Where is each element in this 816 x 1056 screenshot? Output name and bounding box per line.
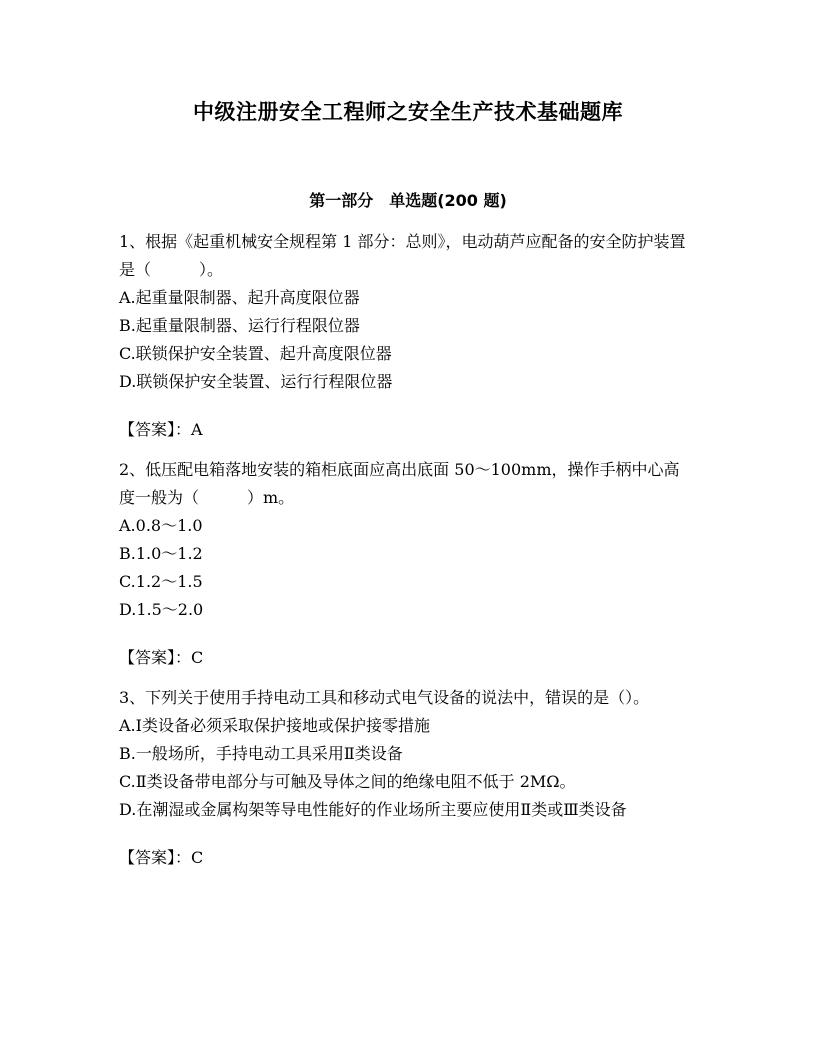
option-c: C.联锁保护安全装置、起升高度限位器 [119,344,392,363]
option-c: C.Ⅱ类设备带电部分与可触及导体之间的绝缘电阻不低于 2MΩ。 [119,772,576,791]
question-text: 1、根据《起重机械安全规程第 1 部分：总则》，电动葫芦应配备的安全防护装置是（ ）。 [119,232,686,279]
question-text: 3、下列关于使用手持电动工具和移动式电气设备的说法中，错误的是（）。 [119,688,650,707]
section-heading: 第一部分 单选题(200 题) [309,191,507,210]
answer-value: C [191,648,204,667]
option-c: C.1.2～1.5 [119,572,203,591]
option-b: B.1.0～1.2 [119,544,203,563]
answer-label: 【答案】： [119,848,192,867]
answer-label: 【答案】： [119,420,192,439]
option-b: B.一般场所，手持电动工具采用Ⅱ类设备 [119,744,403,763]
option-d: D.联锁保护安全装置、运行行程限位器 [119,372,393,391]
question-list [119,228,694,884]
answer-line [119,644,694,672]
option-d: D.1.5～2.0 [119,600,204,619]
option-b: B.起重量限制器、运行行程限位器 [119,316,360,335]
answer-line [119,844,694,872]
answer-label: 【答案】： [119,648,192,667]
answer-value: A [191,420,203,439]
question-text: 2、低压配电箱落地安装的箱柜底面应高出底面 50～100mm，操作手柄中心高度一般为（ ）m。 [119,460,680,507]
option-a: A.Ⅰ类设备必须采取保护接地或保护接零措施 [119,716,430,735]
answer-value: C [191,848,204,867]
question-item [119,456,694,672]
option-d: D.在潮湿或金属构架等导电性能好的作业场所主要应使用Ⅱ类或Ⅲ类设备 [119,800,627,819]
option-a: A.0.8～1.0 [119,516,203,535]
question-item [119,228,694,444]
question-item [119,684,694,872]
document-title: 中级注册安全工程师之安全生产技术基础题库 [193,100,623,124]
option-a: A.起重量限制器、起升高度限位器 [119,288,360,307]
answer-line [119,416,694,444]
